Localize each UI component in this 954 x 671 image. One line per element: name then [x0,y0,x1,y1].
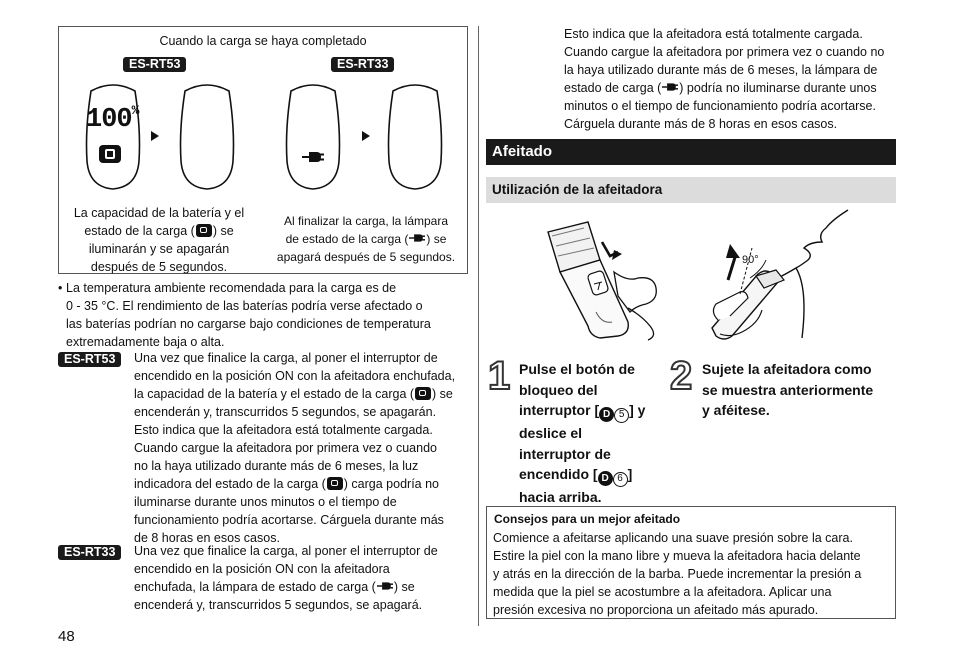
model-badge-rt53: ES-RT53 [58,352,121,367]
rt33-paragraph: Una vez que finalice la carga, al poner el interruptor de encendido en la posición ON con la afeitadora enchufada, la lámpara de estado de carga ( ) se encenderá y, transcurridos 5 segundos, se apagará. [134,544,438,612]
panel-caption: Cuando la carga se haya completado [159,34,367,48]
model-badge-rt53: ES-RT53 [123,57,186,72]
rt53-display-off-illustration [177,79,237,191]
caption-left: La capacidad de la batería y el estado de la carga ( ) se iluminarán y se apagarán después de 5 segundos. [73,206,245,274]
arrow-right-icon [151,131,159,141]
rt53-display-lit-illustration [83,79,143,191]
step-2-text: Sujete la afeitadora como se muestra anteriormente y aféitese. [702,361,874,418]
rt53-paragraph: Una vez que finalice la carga, al poner el interruptor de encendido en la posición ON con la afeitadora enchufada, la capacidad de la batería y el estado de la carga ( ) se encenderán y, transcurridos 5 segundos, se apagarán. Esto indica que la afeitadora está totalmente cargada. Cuando cargue la afeitadora por primera vez o cuando no la haya utilizado durante más de 6 meses, la luz indicadora del estado de la carga ( ) carga podría no iluminarse durante unos minutos o el tiempo de funcionamiento podría acortarse. Cárguela durante más de 8 horas en esos casos. [134,351,456,545]
subsection-title: Utilización de la afeitadora [486,177,896,203]
step-1-number: 1 [488,354,511,398]
bullet-temperature-note: • La temperatura ambiente recomendada para la carga es de 0 - 35 °C. El rendimiento de las baterías podría verse afectado o las baterías podrían no cargarse bajo condiciones de temperatura extremadamente baja o alta. [58,281,431,349]
step-1-text: Pulse el botón de bloqueo del interruptor [ D 5 ] y deslice el interruptor de encendido [ D 6 ] hacia arriba. [519,361,646,505]
ref-letter-d-icon: D [599,407,614,422]
charge-status-icon [327,477,343,490]
charge-status-icon [196,224,212,237]
step-2-number: 2 [670,354,693,398]
section-title: Afeitado [486,139,896,165]
rt33-display-off-illustration [385,79,445,191]
plug-icon [662,81,678,93]
ref-number-icon: 5 [614,408,629,423]
bullet-mark: • [58,281,63,295]
tips-title: Consejos para un mejor afeitado [494,512,681,526]
battery-percent-sign: % [131,103,139,118]
shaving-face-illustration [700,208,860,342]
rt33-display-lit-illustration [283,79,343,191]
tips-box [486,506,896,619]
plug-status-lit-icon [302,151,324,163]
plug-icon [409,232,425,244]
arrow-right-icon [362,131,370,141]
battery-percent-display [86,103,138,135]
ref-number-icon: 6 [613,472,628,487]
tips-text: Comience a afeitarse aplicando una suave presión sobre la cara. Estire la piel con la mano libre y mueva la afeitadora hacia delante y atrás en la dirección de la barba. Puede incrementar la presión a medida que la piel se acostumbre a la afeitadora. Aplicar una presión excesiva no proporciona un afeitado más apurado. [493,531,862,617]
charge-status-icon [415,387,431,400]
shaver-switch-illustration [538,212,668,342]
charging-complete-panel [58,26,468,274]
battery-percent-value: 100 [86,105,132,135]
page-number: 48 [58,628,75,645]
caption-right: Al finalizar la carga, la lámpara de estado de la carga ( ) se apagará después de 5 segundos. [276,214,456,264]
rt33-continued-paragraph: Esto indica que la afeitadora está totalmente cargada. Cuando cargue la afeitadora por primera vez o cuando no la haya utilizado durante más de 6 meses, la lámpara de estado de carga ( ) podría no iluminarse durante unos minutos o el tiempo de funcionamiento podría acortarse. Cárguela durante más de 8 horas en esos casos. [564,27,885,131]
angle-label: 90° [742,254,759,266]
charge-status-lit-icon [99,145,121,163]
model-badge-rt33: ES-RT33 [58,545,121,560]
ref-letter-d-icon: D [598,471,613,486]
column-divider [478,26,479,626]
model-badge-rt33: ES-RT33 [331,57,394,72]
plug-icon [377,580,393,592]
